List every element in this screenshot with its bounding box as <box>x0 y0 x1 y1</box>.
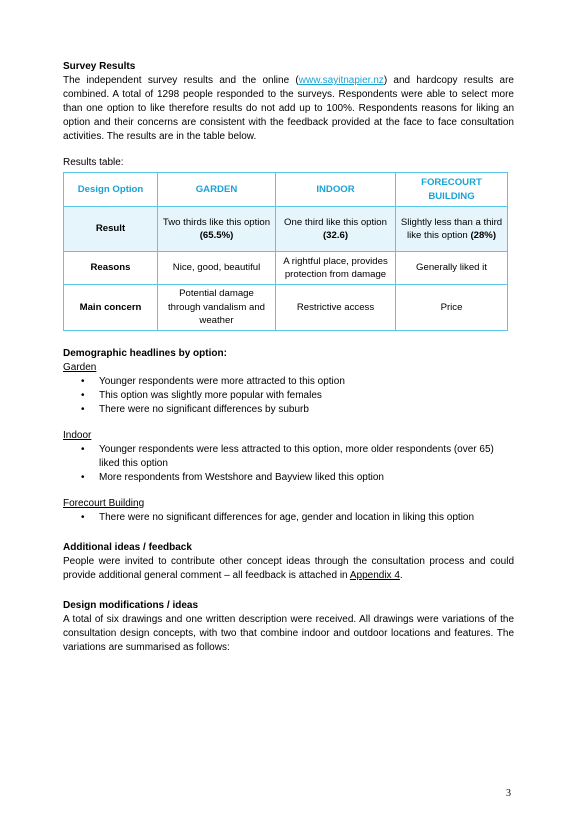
survey-text-after-link: ) and hardcopy results are combined. A total of 1298 people responded to the surveys. Respondents were able to select more than one option to like therefore results do not add up to 100%. Respondents reasons for liking an option and their concerns are consistent with the feedback provided at the face to face consultation activities. The results are in the table below. <box>63 75 514 142</box>
list-item: • More respondents from Westshore and Bayview liked this option <box>99 471 514 485</box>
garden-list <box>63 375 514 417</box>
list-item: • There were no significant differences by suburb <box>99 403 514 417</box>
page-number: 3 <box>506 788 511 799</box>
cell-percent: (28%) <box>470 230 497 241</box>
demographics-heading: Demographic headlines by option: <box>63 347 227 359</box>
table-row-main-concern <box>64 285 508 331</box>
design-modifications-paragraph: A total of six drawings and one written description were received. All drawings were variations of the consultation design concepts, with two that combine indoor and outdoor locations and features. The variations are summarised as follows: <box>63 613 514 653</box>
header-forecourt-building: FORECOURT BUILDING <box>396 173 508 207</box>
cell-result-garden <box>158 207 276 252</box>
cell-percent: (32.6) <box>322 230 349 241</box>
indoor-list <box>63 443 514 485</box>
forecourt-subheading: Forecourt Building <box>63 497 145 509</box>
survey-results-paragraph <box>63 74 514 144</box>
table-row-result <box>64 207 508 252</box>
survey-results-heading: Survey Results <box>63 61 136 72</box>
row-label-main-concern: Main concern <box>64 285 158 331</box>
cell-result-indoor <box>276 207 396 252</box>
forecourt-list <box>63 511 514 525</box>
header-garden: GARDEN <box>158 173 276 207</box>
cell-concern-indoor: Restrictive access <box>276 285 396 331</box>
row-label-reasons: Reasons <box>64 252 158 285</box>
cell-text: Two thirds like this option <box>162 216 271 228</box>
cell-text: Slightly less than a third like this option <box>400 216 503 241</box>
results-table-label: Results table: <box>63 157 124 168</box>
cell-reasons-indoor: A rightful place, provides protection from damage <box>276 252 396 285</box>
indoor-subheading: Indoor <box>63 429 92 441</box>
list-item: • There were no significant differences for age, gender and location in liking this option <box>99 511 514 525</box>
list-item: • Younger respondents were more attracted to this option <box>99 375 514 389</box>
results-table <box>63 172 508 331</box>
additional-ideas-paragraph <box>63 555 514 583</box>
document-page <box>63 60 514 655</box>
garden-subheading: Garden <box>63 361 97 373</box>
additional-end: . <box>399 569 403 581</box>
appendix-link[interactable]: Appendix 4 <box>349 569 400 581</box>
cell-concern-garden: Potential damage through vandalism and weather <box>158 285 276 331</box>
row-label-result: Result <box>64 207 158 252</box>
cell-result-forecourt <box>396 207 508 252</box>
cell-concern-forecourt: Price <box>396 285 508 331</box>
additional-text: People were invited to contribute other concept ideas through the consultation process and could provide additional general comment – all feedback is attached in <box>63 555 514 581</box>
cell-percent: (65.5%) <box>199 230 234 241</box>
header-indoor: INDOOR <box>276 173 396 207</box>
table-header-row <box>64 173 508 207</box>
design-modifications-heading: Design modifications / ideas <box>63 599 199 611</box>
survey-text-before-link: The independent survey results and the online ( <box>63 75 299 86</box>
cell-text: One third like this option <box>284 216 387 228</box>
header-design-option: Design Option <box>64 173 158 207</box>
list-item: • This option was slightly more popular with females <box>99 389 514 403</box>
list-item: • Younger respondents were less attracted to this option, more older respondents (over 65) liked this option <box>99 443 514 471</box>
cell-reasons-garden: Nice, good, beautiful <box>158 252 276 285</box>
sayitnapier-link[interactable]: www.sayitnapier.nz <box>298 75 384 86</box>
additional-ideas-heading: Additional ideas / feedback <box>63 541 192 553</box>
cell-reasons-forecourt: Generally liked it <box>396 252 508 285</box>
table-row-reasons <box>64 252 508 285</box>
